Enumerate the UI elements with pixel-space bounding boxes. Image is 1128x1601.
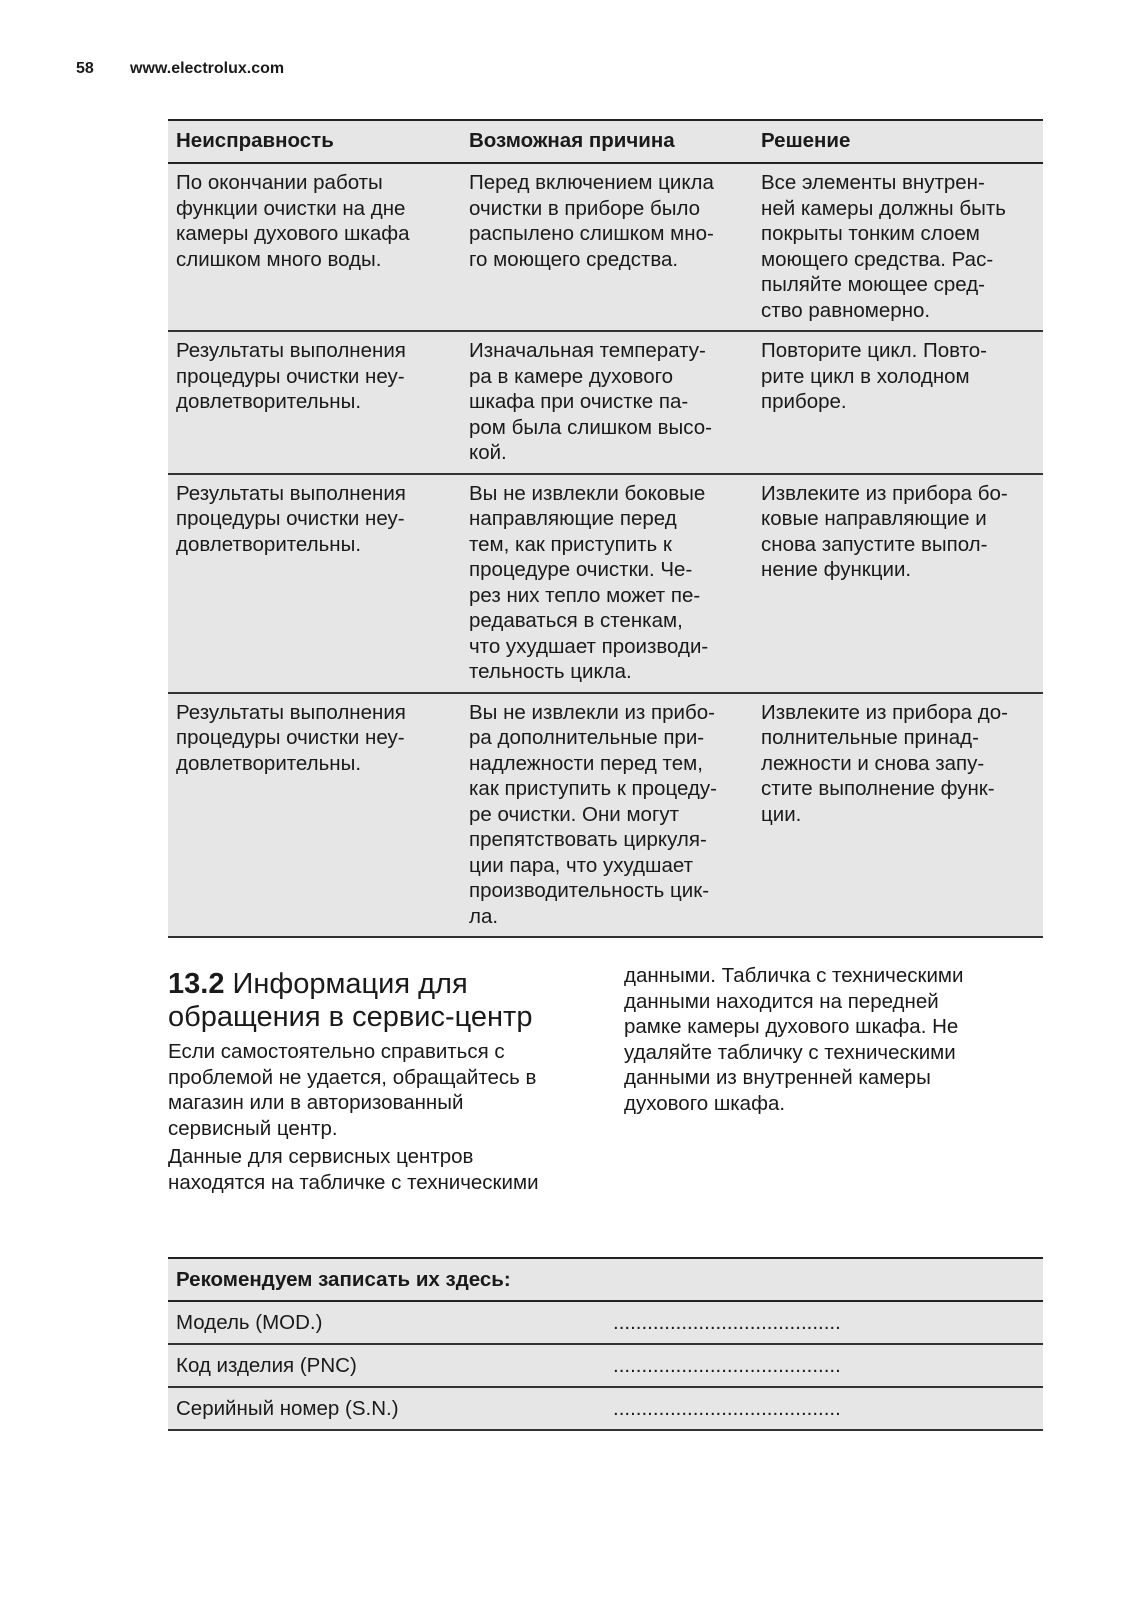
problem-cell: Результаты выполнения процедуры очистки неу- довлетворительны. <box>168 693 461 938</box>
table-row <box>168 693 1043 938</box>
solution-cell: Извлеките из прибора бо- ковые направляющие и снова запустите выпол- нение функции. <box>753 474 1043 693</box>
record-value: ........................................ <box>605 1344 1043 1387</box>
problem-cell: Результаты выполнения процедуры очистки неу- довлетворительны. <box>168 331 461 474</box>
solution-cell: Повторите цикл. Повто- рите цикл в холодном приборе. <box>753 331 1043 474</box>
service-paragraph-2: Данные для сервисных центров находятся на табличке с техническими <box>168 1145 539 1194</box>
record-label: Серийный номер (S.N.) <box>168 1387 605 1430</box>
troubleshooting-table <box>168 119 1043 938</box>
table-header-row <box>168 120 1043 163</box>
column-header-solution: Решение <box>753 120 1043 163</box>
cause-cell: Вы не извлекли из прибо- ра дополнительные при- надлежности перед тем, как приступить к процеду- ре очистки. Они могут препятствовать циркуля- ции пара, что ухудшает производительность цик- ла. <box>461 693 753 938</box>
table-row <box>168 331 1043 474</box>
section-number: 13.2 <box>168 968 225 1000</box>
solution-cell: Извлеките из прибора до- полнительные принад- лежности и снова запу- стите выполнение функ- ции. <box>753 693 1043 938</box>
table-row <box>168 163 1043 331</box>
table-row <box>168 1344 1043 1387</box>
table-row <box>168 474 1043 693</box>
section-title: Информация для обращения в сервис-центр <box>168 968 533 1033</box>
section-heading <box>168 968 588 1034</box>
column-header-problem: Неисправность <box>168 120 461 163</box>
service-paragraph-1: Если самостоятельно справиться с проблемой не удается, обращайтесь в магазин или в авторизованный сервисный центр. <box>168 1040 537 1140</box>
record-table <box>168 1257 1043 1431</box>
page-number: 58 <box>76 60 94 77</box>
record-label: Модель (MOD.) <box>168 1301 605 1344</box>
record-value: ........................................ <box>605 1387 1043 1430</box>
problem-cell: По окончании работы функции очистки на дне камеры духового шкафа слишком много воды. <box>168 163 461 331</box>
column-header-cause: Возможная причина <box>461 120 753 163</box>
cause-cell: Вы не извлекли боковые направляющие перед тем, как приступить к процедуре очистки. Че- рез них тепло может пе- редаваться в стенкам, что ухудшает производи- тельность цикла. <box>461 474 753 693</box>
record-header-row <box>168 1258 1043 1301</box>
page-header <box>76 60 284 78</box>
table-row <box>168 1301 1043 1344</box>
problem-cell: Результаты выполнения процедуры очистки неу- довлетворительны. <box>168 474 461 693</box>
site-url: www.electrolux.com <box>130 60 285 77</box>
record-label: Код изделия (PNC) <box>168 1344 605 1387</box>
record-header: Рекомендуем записать их здесь: <box>168 1258 1043 1301</box>
solution-cell: Все элементы внутрен- ней камеры должны быть покрыты тонким слоем моющего средства. Рас- пыляйте моющее сред- ство равномерно. <box>753 163 1043 331</box>
service-paragraph-3: данными. Табличка с техническими данными находится на передней рамке камеры духового шкафа. Не удаляйте табличку с техническими данными из внутренней камеры духового шкафа. <box>624 964 964 1115</box>
table-row <box>168 1387 1043 1430</box>
cause-cell: Перед включением цикла очистки в приборе было распылено слишком мно- го моющего средства. <box>461 163 753 331</box>
cause-cell: Изначальная температу- ра в камере духового шкафа при очистке па- ром была слишком высо- кой. <box>461 331 753 474</box>
record-value: ........................................ <box>605 1301 1043 1344</box>
